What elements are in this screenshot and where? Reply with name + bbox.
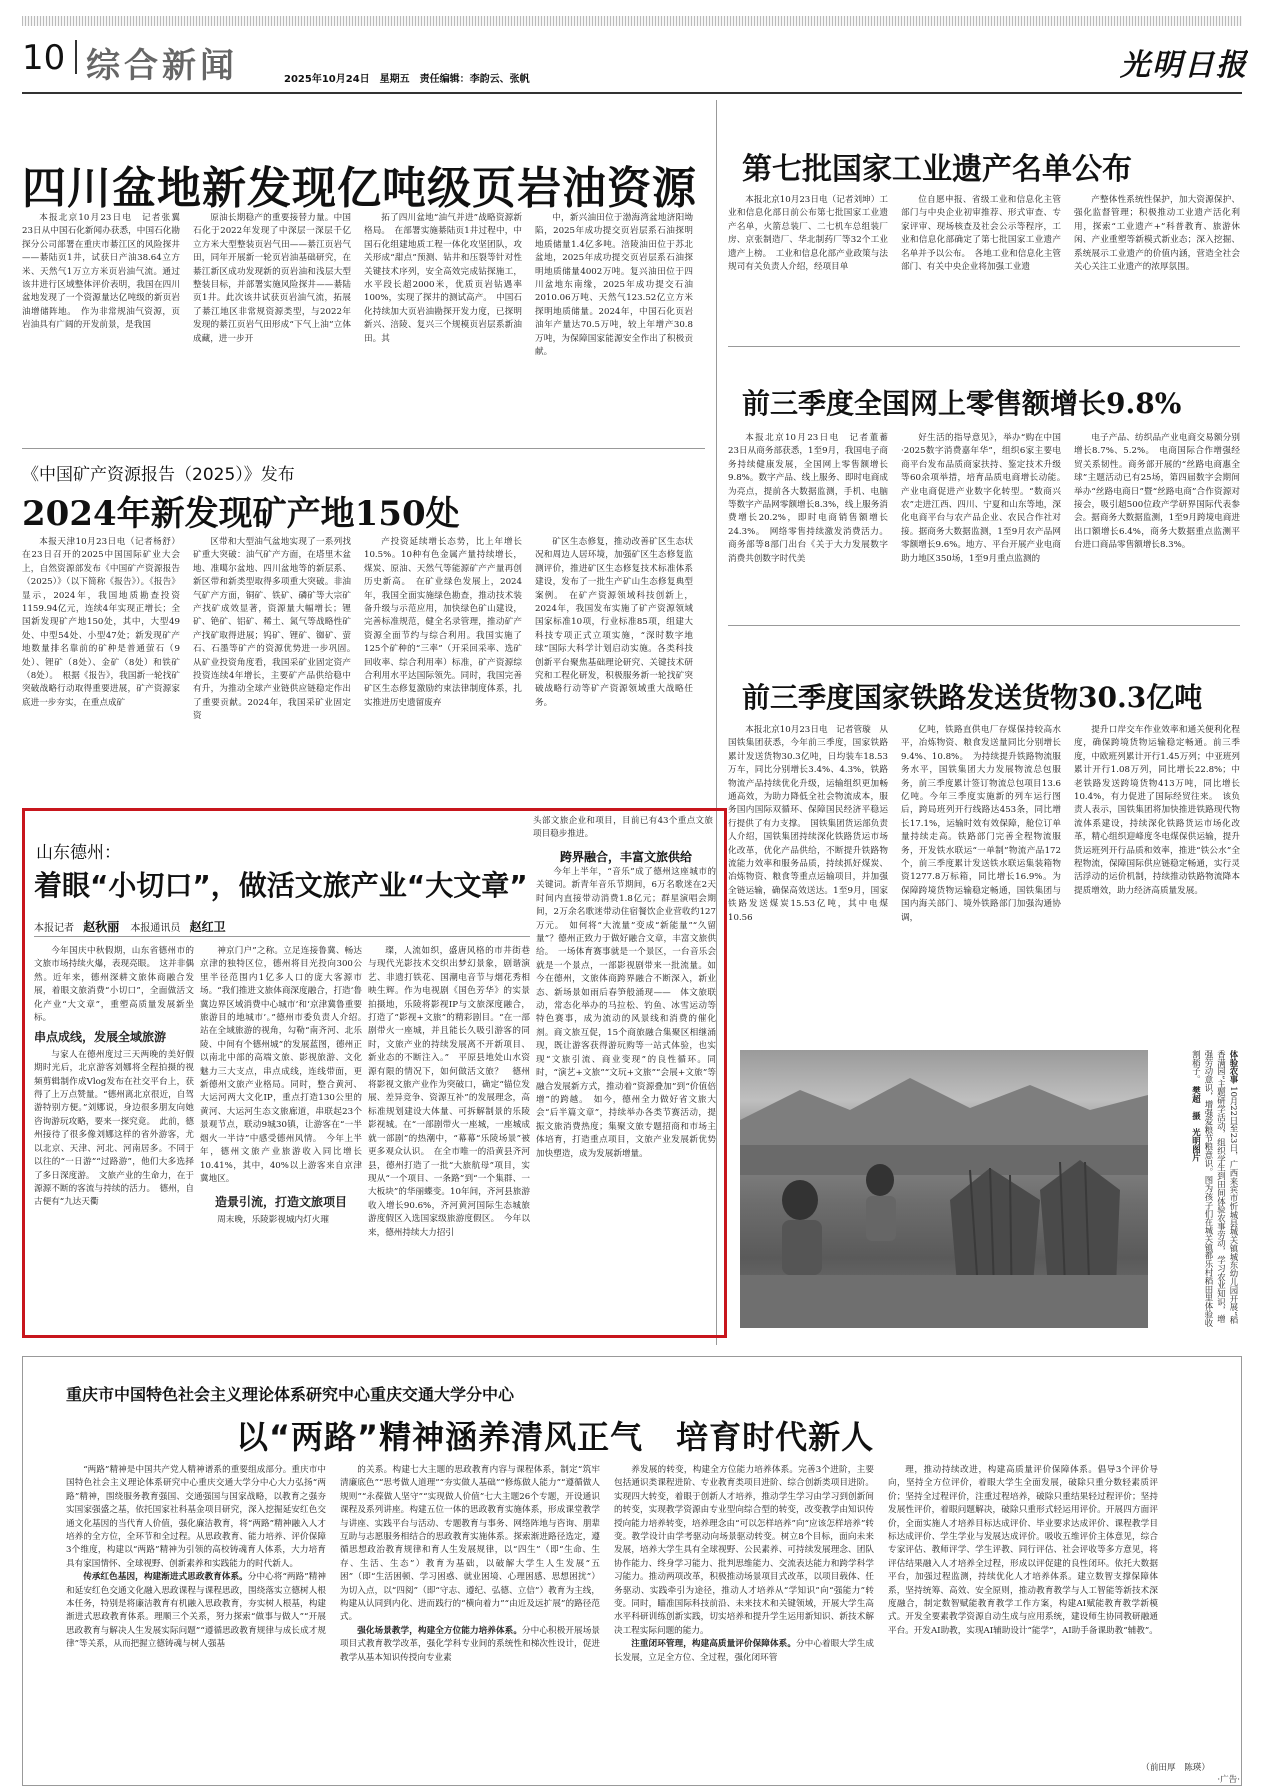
feature-subhead-1: 串点成线，发展全域旅游 (34, 1030, 167, 1045)
feature-title: 着眼“小切口”，做活文旅产业“大文章” (34, 869, 528, 902)
divider (22, 448, 705, 449)
photo-caption (1154, 1050, 1240, 1328)
article-shale-col1: 本报北京10月23日电 记者张翼 23日从中国石化新闻办获悉，中国石化勘探分公司部署在重庆市綦江区的风险探井——綦陆页1井，试获日产油38.64立方米、天然气1万立方米页岩油气流。通过该井进行区域整体评价表明，我国在四川盆地发现了一个资源量达亿吨级的新页岩油增储阵地。 作为非常规油气资源，页岩油具有广阔的开发前景，是我国 (22, 213, 180, 331)
feature-byline-rule (34, 936, 530, 937)
article-shale-title: 四川盆地新发现亿吨级页岩油资源 (22, 163, 697, 214)
article-ecommerce-col3: 电子产品、纺织品产业电商交易额分别增长8.7%、5.2%。 电商国际合作增强经贸关系韧性。商务部开展的“丝路电商惠全球”主题活动已有25场，第四届数字会期间举办“丝路电商日”暨“丝路电商”合作资源对接会，吸引超500位政产学研界国际代表参会。据商务大数据监测，1至9月跨境电商进出口额增长6.4%，商务大数据重点监测平台进口商品零售额增长8.3%。 (1074, 433, 1240, 551)
article-rail-col1: 本报北京10月23日电 记者管璇 从国铁集团获悉，今年前三季度，国家铁路累计发送货物30.3亿吨，日均装车18.53万车，同比分别增长3.4%、4.3%，铁路物流产品持续优化升级，运输组织更加畅通高效，为助力降低全社会物流成本，服务国内国际双循环、保障国民经济平稳运行提供了有力支撑。 国铁集团货运部负责人介绍，国铁集团持续深化铁路货运市场化改革，优化产品供给，不断提升铁路物流能力效率和服务品质，持续抓好煤炭、冶炼物资、粮食等重点运输项目，并加强全链运输，确保高效送达。1至9月，国家铁路发送煤炭15.53亿吨，其中电煤10.56 (728, 725, 888, 923)
bottom-subhead-2: 强化场景教学，构建全方位能力培养体系。 (357, 1625, 522, 1636)
article-ecommerce-col2: 好生活的指导意见》，举办“购在中国·2025数字消费嘉年华”，组织6家主要电商平台发布品质商家扶持、鉴定技术升级等60余项举措，培育品质电商增长动能。 产业电商促进产业数字化转型。“数商兴农”走进江西、四川、宁夏和山东等地，深化电商平台与农产品企业、农民合作社对接。据商务大数据监测，1至9月农产品网零额增长9.6%。地方、平台开展产业电商助力地区350场，1至9月重点监测的 (901, 433, 1061, 564)
bottom-title: 以“两路”精神涵养清风正气 培育时代新人 (236, 1418, 875, 1456)
bottom-col3: 养发展的转变，构建全方位能力培养体系。完善3个进阶，主要包括通识类课程进阶、专业教育类项目进阶、综合创新类项目进阶。实现四大转变，着眼于创新人才培养，推动学生学习由学习到创新间的转变，实现教学资源由专业型向综合型的转变，改变教学由知识传授向能力培养转变，培养理念由“可以怎样培养”向“应该怎样培养”转变。教学设计由学考驱动向场景驱动转变。树立8个目标，面向未来发展，培养大学生具有全球视野、公民素养、可持续发展理念、团队协作能力、终身学习能力、批判思维能力、交流表达能力和跨学科学习能力。推动两项改革，积极推动场景项目式改革，以项目载体、任务驱动、实践牵引为途径，推动人才培养从“学知识”向“强能力”转变。同时，瞄准国际科技前沿、未来技术和关键领域，开展大学生高水平科研训练创新实践，切实培养和提升学生运用新知识、新技术解决工程实际问题的能力。 注重闭环管理，构建高质量评价保障体系。分中心着眼大学生成长发展，立足全方位、全过程，强化闭环管 (614, 1465, 874, 1663)
masthead-divider (75, 40, 77, 74)
article-heritage-col3: 产整体性系统性保护，加大资源保护、强化监督管理；积极推动工业遗产活化利用，探索“工业遗产+”科普教育、旅游休闲、产业重塑等新模式新业态；深入挖掘、系统展示工业遗产的价值内涵，营造全社会关心关注工业遗产的浓厚氛围。 (1074, 195, 1240, 273)
masthead-bottom-rule (22, 92, 1242, 94)
bottom-subhead-1: 传承红色基因，构建渐进式思政教育体系。 (83, 1572, 248, 1583)
article-mineral-col4: 矿区生态修复，推动改善矿区生态状况和周边人居环境，加强矿区生态修复监测评价，推进矿区生态修复技术标准体系建设，发布了一批生产矿山生态修复典型案例。 在矿产资源领域科技创新上，2024年，我国发布实施了矿产资源领域国家标准10项，行业标准85项，组建大科技专项正式立项实施，“深时数字地球”国际大科学计划启动实施。各类科技创新平台聚焦基础理论研究、关键技术研究和工程化研发，积极服务新一轮找矿突破战略行动等矿产资源领域重大战略任务。 (535, 537, 693, 708)
bottom-col2: 的关系。构建七大主题的思政教育内容与课程体系，制定“筑牢清廉底色”“思考做人道理”“夯实做人基础”“修炼做人能力”“遵循做人规则”“永葆做人坚守”“实现做人价值”七大主题26个专题，开设通识课程及系列讲座。构建五位一体的思政教育实施体系，形成课堂教学与讲座、实践平台与活动、专题教育与事务、网络阵地与咨询、朋辈互助与志愿服务相结合的思政教育实施体系。探索渐进路径选定，遵循思想政治教育规律和育人生发展规律，以“四生”（即“生命、生存、生活、生态”）教育为基础，以破解大学生人生发展“五困”（即“生活困顿、学习困惑、就业困境、心理困感、思想困扰”）为切入点，以“四阅”（即“守志、遵纪、弘德、立信”）教育为主线，构建从认同到内化、进而践行的“横向着力”“由近及远扩展”的路径范式。 强化场景教学，构建全方位能力培养体系。分中心积极开展场景项目式教育教学改革，强化学科专业间的系统性和梯次性设计，促进教学从基本知识传授向专业素 (340, 1465, 600, 1663)
feature-col2: 神京门户”之称。立足连接鲁冀、畅达京津的独特区位，德州将目光投向300公里半径范围内1亿多人口的庞大客源市场。“我们推进文旅体商深度融合，打造‘鲁冀边界区域消费中心城市’和‘京津冀鲁重要旅游目的地城市’。”德州市委负责人介绍。 站在全域旅游的视角，勾勒“南齐河、北乐陵、中间有个德州城”的发展蓝图，德州正以南北中部的高端文旅、影视旅游、文化魅力三大支点，串点成线，连线带面，更新德州文旅产业格局。同时，整合黄河、大运河两大文化IP，重点打造130公里的黄河、大运河生态文旅廊道，串联起23个景观节点，联动9城30镇，让游客在“一半烟火一半诗”中感受德州风情。 今年上半年，德州文旅产业旅游收入同比增长10.41%，其中，40%以上游客来自京津冀地区。 造景引流，打造文旅项目 周末晚，乐陵影视城内灯火璀 (200, 946, 362, 1225)
feature-top-tail: 头部文旅企业和项目，目前已有43个重点文旅项目稳步推进。 (533, 816, 713, 840)
article-ecommerce-col1: 本报北京10月23日电 记者董蓄 23日从商务部获悉，1至9月，我国电子商务持续健康发展，全国网上零售额增长9.8%。数字产品、线上服务、即时电商成为亮点，提前各大数据监测，手机、电脑等数字产品网零额增长8.3%，线上服务消费增长20.2%，即时电商销售额增长24.3%。 网络零售持续激发消费活力。商务部等8部门出台《关于大力发展数字消费共创数字时代美 (728, 433, 888, 564)
article-shale-col4: 中，新兴油田位于渤海湾盆地济阳坳陷，2025年成功提交页岩层系石油探明地质储量1.4亿多吨。涪陵油田位于苏北盆地，2025年成功提交页岩层系石油探明地质储量4002万吨。复兴油田位于四川盆地东南缘，2025年成功提交石油2010.06万吨、天然气123.52亿立方米探明地质储量。2024年，中国石化页岩油年产量达70.5万吨，较上年增产30.8万吨，为保障国家能源安全作出了积极贡献。 (535, 213, 693, 358)
divider (728, 625, 1240, 626)
bottom-subhead-3: 注重闭环管理，构建高质量评价保障体系。 (631, 1639, 796, 1650)
page-number: 10 (22, 38, 66, 78)
photo-caption-text: 10月22日至23日，广西来宾市忻城县城关镇城东幼儿园开展“稻香满园”主题研学活动，组织学生到田间体验农事劳动，学习农业知识，增强劳动意识，增强爱粮节粮意识。图为孩子们在城关镇都乐村稻田里体验收割稻子。 (1191, 1050, 1239, 1327)
article-mineral-title: 2024年新发现矿产地150处 (22, 494, 460, 534)
ad-mark: ·广告· (1217, 1775, 1240, 1785)
article-rail-title: 前三季度国家铁路发送货物30.3亿吨 (742, 681, 1203, 714)
article-heritage-title: 第七批国家工业遗产名单公布 (742, 152, 1132, 187)
feature-byline: 本报记者 赵秋丽 本报通讯员 赵红卫 (34, 920, 226, 934)
article-heritage-col2: 位自愿申报、省级工业和信息化主管部门与中央企业初审推荐、形式审查、专家评审、现场核查及社会公示等程序，工业和信息化部确定了第七批国家工业遗产名单并予以公布。 各地工业和信息化主管部门、有关中央企业将加强工业遗 (901, 195, 1061, 273)
article-rail-col3: 提升口岸交车作业效率和通关便利化程度，确保跨境货物运输稳定畅通。前三季度，中欧班列累计开行1.45万列；中亚班列累计开行1.08万列，同比增长22.8%；中老铁路发送跨境货物413万吨，同比增长10.4%，有力促进了国际经贸往来。 该负责人表示，国铁集团将加快推进铁路现代物流体系建设，持续深化铁路货运市场化改革，精心组织迎峰度冬电煤保供运输，提升货运班列开行品质和效率，推进“铁公水”全程物流，保障国际供应链稳定畅通，实行灵活浮动的运价机制，持续推动铁路物流降本提质增效，助力经济高质量发展。 (1074, 725, 1240, 896)
feature-col3: 璨，人流如织，盛唐风格的市井街巷与现代光影技术交织出梦幻景象，剧谐演艺、非遗打铁花、国潮电音节与烟花秀相映生辉。作为电视剧《国色芳华》的实景拍摄地，乐陵将影视IP与文旅深度融合，打造了“影视+文旅”的精彩剧目。“在一部剧带火一座城，并且能长久吸引游客的同时，文旅产业的持续发展离不开新项目、新业态的不断注入。” 平原县地处山水资源有限的情况下，如何做活文旅？ 德州将影视文旅产业作为突破口，确定“锚位发展、差异竞争、资源互补”的发展理念，高标准规划建设大体量、可拆解制景的乐陵影视城。在“一部剧带火一座城，一座城成就一部剧”的热潮中，“幕幕“乐陵场景”被更多观众认识。 在全市唯一的沿黄县齐河县，德州打造了一批“大旅航母”项目，实现从“一个项目、一条路”到“一个集群、一大板块”的华丽蝶变。10年间，齐河县旅游收入增长90.6%，齐河黄河国际生态城旅游度假区入选国家级旅游度假区。 今年以来，德州持续大力招引 (368, 946, 530, 1238)
article-mineral-kicker: 《中国矿产资源报告（2025）》发布 (22, 465, 295, 485)
article-heritage-col1: 本报北京10月23日电（记者刘坤）工业和信息化部日前公布第七批国家工业遗产名单，火箭总装厂、二七机车总组装厂房、京张制造厂、华北制药厂等32个工业遗产上榜。 工业和信息化部产业政策与法规司有关负责人介绍，经项目单 (728, 195, 888, 273)
article-mineral-col2: 区带和大型油气盆地实现了一系列找矿重大突破：油气矿产方面，在塔里木盆地、准噶尔盆地、四川盆地等的新层系、新区带和新类型取得多项重大突破。非油气矿产方面，铜矿、铁矿、磷矿等大宗矿产找矿成效显著，资源量大幅增长；锂矿、铯矿、铝矿、稀土、氮气等战略性矿产找矿取得进展；钨矿、锂矿、铷矿、萤石、石墨等矿产的资源优势进一步巩固。 从矿业投资角度看，我国采矿业固定资产投资连续4年增长，主要矿产品供给稳中有升，为推动全球产业链供应链稳定作出了重要贡献。2024年，我国采矿业固定资 (193, 537, 351, 722)
article-mineral-col3: 产投资延续增长态势，比上年增长10.5%。10种有色金属产量持续增长，煤炭、原油、天然气等能源矿产产量再创历史新高。 在矿业绿色发展上，2024年，我国全面实施绿色勘查，推动技术装备升级与示范应用，加快绿色矿山建设，完善标准规范，健全名录管理，推动矿产资源全面节约与综合利用。我国实施了125个矿种的“三率”（开采回采率、选矿回收率、综合利用率）标准，矿产资源综合利用水平达国际领先。同时，我国完善矿区生态修复激励约束法律制度体系，扎实推进历史遗留废弃 (364, 537, 522, 708)
feature-col4: 今年上半年，“音乐”成了德州这座城市的关键词。新青年音乐节期间，6万名歌迷在2天时间内直接带动消费1.8亿元；群星演唱会期间，2万余名歌迷带动住宿餐饮企业营收约127万元。 如何将“大流量”变成“新能量”“久留量”？德州正致力于做好融合文章，丰富文旅供给。 一场体育赛事就是一个景区，一台音乐会就是一个景点，一部影视剧带来一批流量。如今在德州，文旅体商跨界融合不断深入，新业态、新场景如雨后春笋般涌现—— 体文旅联动，常态化举办的马拉松、钓鱼、冰雪运动等特色赛事，成为流动的风景线和消费的催化剂。商文旅互促，15个商旅融合集聚区相继涌现，既让游客获得游玩购等一站式体验，也实现“文旅引流、商业变现”的良性循环。同时，“演艺+文旅”“文玩+文旅”“会展+文旅”等融合发展新方式，推动着“资源叠加”到“价值倍增”的跨越。 如今，德州全力做好省文旅大会“后半篇文章”，持续举办各类节赛活动，提振文旅消费热度；集聚文旅专题招商和市场主体培育，打造重点项目，文旅产业发展新优势加快塑造，成为发展新增量。 (536, 867, 716, 1159)
date-line: 2025年10月24日 星期五 责任编辑：李韵云、张帆 (284, 74, 530, 85)
article-mineral-col1: 本报天津10月23日电（记者杨舒）在23日召开的2025中国国际矿业大会上，自然资源部发布《中国矿产资源报告（2025）》（以下简称《报告》）。《报告》显示，2024年，我国地质勘查投资1159.94亿元，连续4年实现正增长；全国新发现矿产地150处，其中，大型49处、中型54处、小型47处；新发现矿产地数量排名靠前的矿种是普通萤石（9处）、锂矿（8处）、金矿（8处）和铁矿（8处）。 根据《报告》，我国新一轮找矿突破战略行动取得重要进展，矿产资源家底进一步夯实，在重点成矿 (22, 537, 180, 708)
photo-caption-title: 体验农事 (1229, 1050, 1239, 1084)
feature-subhead-2: 造景引流，打造文旅项目 (214, 1195, 347, 1210)
farm-photo-scene (740, 1050, 1148, 1328)
bottom-col4: 理，推动持续改进，构建高质量评价保障体系。倡导3个评价导向，坚持全方位评价，着眼大学生全面发展，破除只重分数轻素质评价；坚持全过程评价，注重过程培养，破除只重结果轻过程评价；坚持发展性评价，着眼问题解决，破除只重形式轻运用评价。开展四方面评价，全面实施人才培养目标达成评价、毕业要求达成评价、课程教学目标达成评价、学生学业与发展达成评价。吸收五维评价主体意见，综合专家评估、教师评学、学生评教、同行评估、社会评收等多方意见，将评估结果融入人才培养全过程，形成以评促建的良性闭环。依托大数据平台，加强过程监测，持续优化人才培养体系。建立数智支撑保障体系，坚持统筹、高效、安全原则，推动教育教学与人工智能等新技术深度融合，制定数智赋能教育教学工作方案，构建AI赋能教育教学新模式。开发全要素教学资源自动生成与应用系统，建设师生协同教研融通平台。开发AI助教，实现AI辅助设计“能学”，AI助手备课助教“辅教”。 (888, 1465, 1158, 1636)
article-rail-col2: 亿吨，铁路直供电厂存煤保持较高水平，冶炼物资、粮食发送量同比分别增长9.4%、10.8%。 为持续提升铁路物流服务水平，国铁集团大力发展物流总包服务，前三季度累计签订物流总包项目13.6亿吨。今年三季度实施新的列车运行图后，跨局班列开行线路达453条，同比增长17.1%，运输时效有效保障，舱位订单量持续走高。铁路部门完善全程物流服务，开发铁水联运“一单制”物流产品172个，前三季度累计发送铁水联运集装箱物资1277.8万标箱，同比增长16.9%。为保障跨境货物运输稳定畅通，国铁集团与国内海关部门、境外铁路部门加强沟通协调， (901, 725, 1061, 923)
bottom-col1: “两路”精神是中国共产党人精神谱系的重要组成部分。重庆市中国特色社会主义理论体系研究中心重庆交通大学分中心大力弘扬“两路”精神，围绕服务教育强国、交通强国与国家战略，以教育之强夯实国家强盛之基，依托国家社科基金项目研究，深入挖掘延安红色交通文化基因的当代育人价值，强化廉洁教育，将“两路”精神融入人才培养的全方位，全环节和全过程。从思政教育、能力培养、评价保障3个维度，构建以“两路”精神为引领的高校铸魂育人体系，大力培育具有家国情怀、全球视野、创新素养和实践能力的时代新人。 传承红色基因，构建渐进式思政教育体系。分中心将“两路”精神和延安红色交通文化融入思政课程与课程思政，围绕落实立德树人根本任务，特别是将廉洁教育有机融入思政教育，夯实树人根基，构建渐进式思政教育体系。理顺三个关系，努力探索“做事与做人”“开展思政教育与解决人生发展实际问题”“遵循思政教育规律与成长成才规律”等关系，从而把握立德铸魂与树人强基 (66, 1465, 326, 1650)
divider (728, 346, 1240, 347)
feature-region: 山东德州： (36, 843, 121, 863)
bottom-credit: （前田厚 陈瑛） (1141, 1763, 1210, 1773)
section-title: 综合新闻 (86, 46, 238, 86)
article-shale-col3: 拓了四川盆地“油气并进”战略资源新格局。 在部署实施綦陆页1井过程中，中国石化组建地质工程一体化攻坚团队，攻关形成“甜点”预测、钻井和压裂等针对性关键技术序列，安全高效完成钻探施工，水平段长超2000米，优质页岩钻遇率100%，实现了探井的测试高产。 中国石化持续加大页岩油勘探开发力度，已探明新兴、涪陵、复兴三个规模页岩层系新油田。其 (364, 213, 522, 344)
farm-photo (740, 1050, 1148, 1328)
feature-col1: 今年国庆中秋假期，山东省德州市的文旅市场持续火爆，表现亮眼。 这并非偶然。近年来，德州深耕文旅体商融合发展，着眼文旅消费“小切口”，全面做活文化产业“大文章”，重塑高质量发展新坐标。 串点成线，发展全域旅游 与家人在德州度过三天两晚的美好假期时光后，北京游客刘娜将全程拍摄的视频剪辑制作成Vlog发布在社交平台上，获得了上万点赞量。“德州离北京很近，自驾游特别方便。”刘娜说，身边很多朋友向她咨询游玩攻略，要来一探究竟。 此前，德州接待了很多像刘娜这样的省外游客，尤以北京、天津、河北、河南居多。不同于以往的“一日游”“过路游”，他们大多选择了多日深度游。 文旅产业的生命力，在于源源不断的客流与持续的活力。 德州，自古便有“九达天衢 (34, 946, 194, 1208)
masthead-rule (22, 16, 1242, 26)
article-ecommerce-title: 前三季度全国网上零售额增长9.8% (742, 387, 1182, 420)
article-shale-col2: 原油长期稳产的重要接替力量。中国石化于2022年发现了中深层一深层千亿立方米大型整装页岩气田——綦江页岩气田，同年开展新一轮页岩油基础研究，在綦江新区成功发现新的页岩油和浅层大型整装目标，并部署实施风险探井——綦陆页1井。此次该井试获页岩油气流，拓展了綦江地区非常规资源类型，与2022年发现的綦江页岩气田形成“下气上油”立体成藏，进一步开 (193, 213, 351, 344)
paper-logo: 光明日报 (1120, 48, 1248, 83)
photo-credit: 樊超 摄 光明图片 (1191, 1086, 1202, 1162)
feature-subhead-3: 跨界融合，丰富文旅供给 (560, 850, 693, 864)
bottom-unit: 重庆市中国特色社会主义理论体系研究中心重庆交通大学分中心 (66, 1385, 515, 1404)
